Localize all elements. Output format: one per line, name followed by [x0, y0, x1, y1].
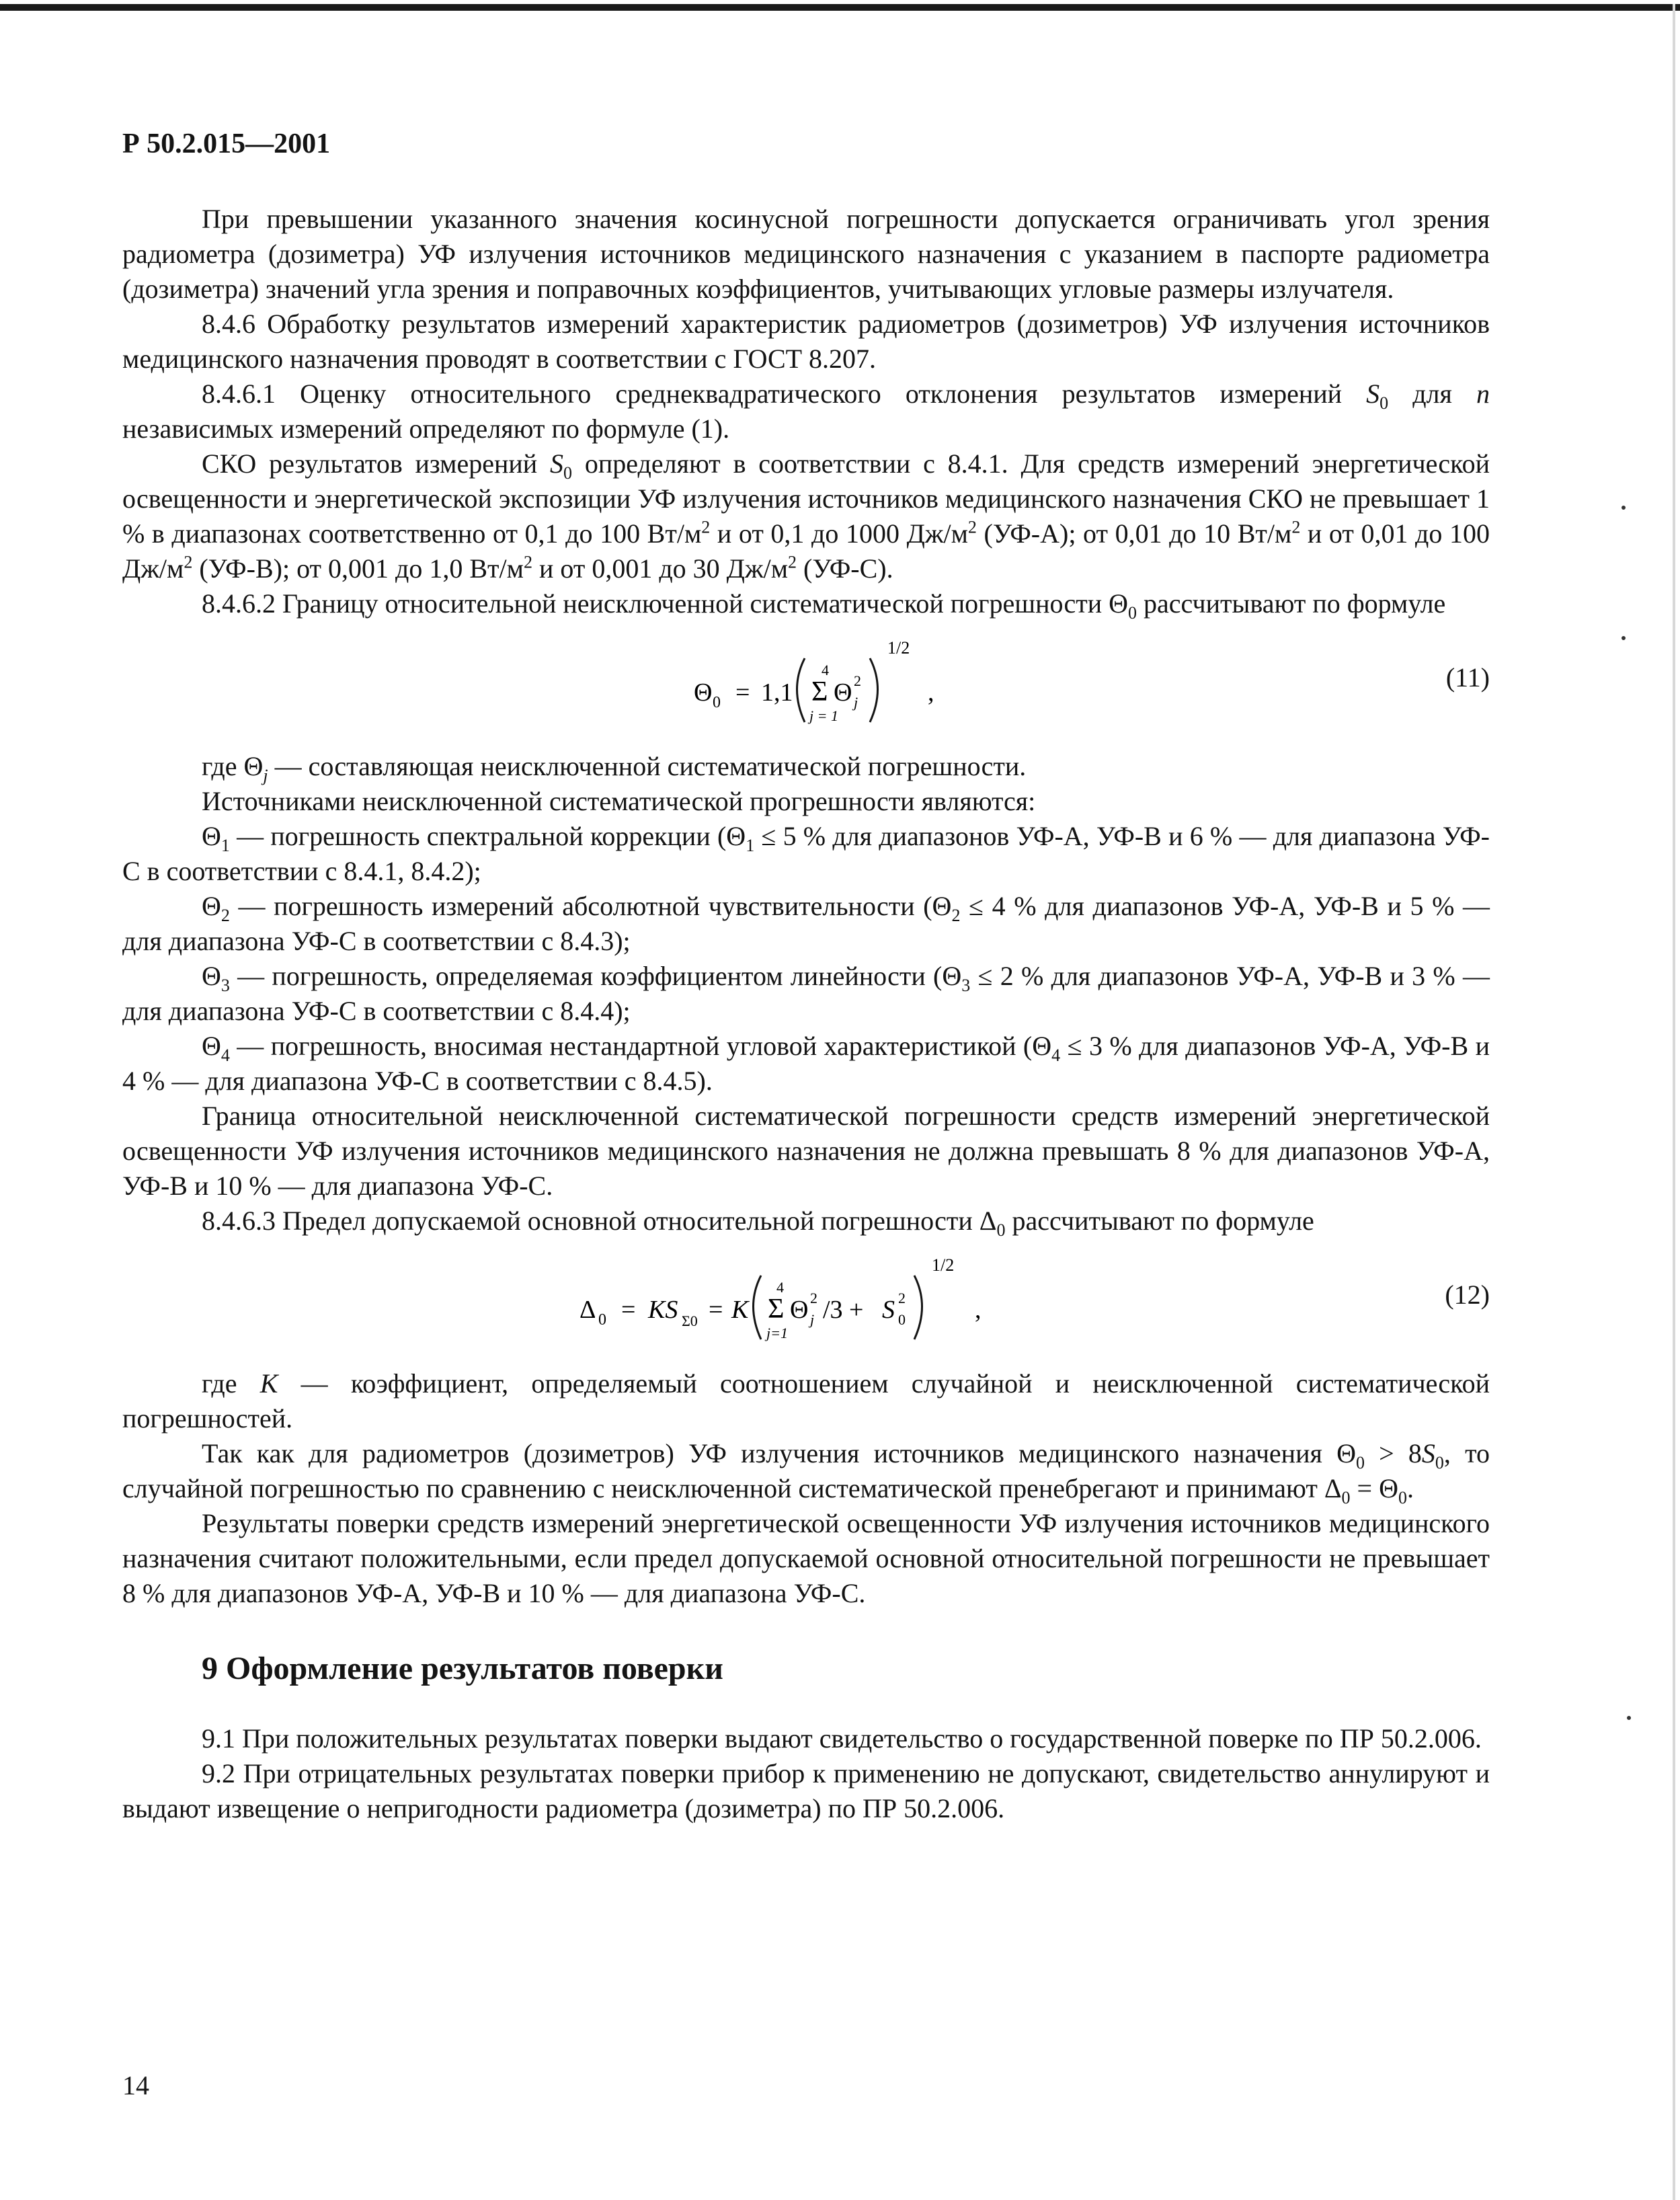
scan-speck	[1627, 1716, 1631, 1720]
top-border-rule	[0, 4, 1680, 11]
svg-text:1,1: 1,1	[761, 678, 793, 707]
svg-text:j: j	[854, 694, 858, 711]
paragraph-sources: Источниками неисключенной систематической прогрешности являются:	[202, 786, 1036, 816]
svg-text:4: 4	[822, 662, 829, 678]
svg-text:2: 2	[854, 672, 861, 689]
paragraph-theta-4: $\Theta_4$ — погрешность, вносимая нестандартной угловой характеристикой ($\Theta_4 \le 3$ % для диапазонов УФ-А, УФ-В и 4 % — для диапазона УФ-С в соответствии с 8.4.5).	[122, 1031, 1490, 1096]
paragraph-8-4-6: 8.4.6 Обработку результатов измерений характеристик радиометров (дозиметров) УФ излучения источников медицинского назначения проводят в соответствии с ГОСТ 8.207.	[122, 309, 1490, 374]
paragraph-k-coefficient: где K — коэффициент, определяемый соотношением случайной и неисключенной систематической погрешностей.	[122, 1368, 1490, 1433]
sum-sign: Σ	[811, 676, 828, 707]
svg-text:1/2: 1/2	[932, 1255, 955, 1275]
formula-12-graphic	[122, 1239, 1490, 1366]
svg-text:Θ: Θ	[834, 678, 852, 707]
page-number: 14	[122, 2070, 149, 2100]
section-heading-9: 9 Оформление результатов поверки	[202, 1651, 723, 1686]
svg-text:,: ,	[928, 678, 934, 707]
svg-text:Σ0: Σ0	[682, 1312, 698, 1329]
svg-text:0: 0	[598, 1311, 606, 1329]
svg-text:2: 2	[810, 1290, 817, 1306]
svg-text:S: S	[882, 1296, 895, 1324]
svg-text:Θ: Θ	[694, 678, 713, 707]
paragraph-8-4-6-2: 8.4.6.2 Границу относительной неисключенной систематической погрешности $\Theta_0$ рассчитывают по формуле	[202, 588, 1446, 623]
svg-text:KS: KS	[648, 1296, 678, 1324]
formula-11-right-paren	[870, 658, 878, 722]
svg-text:0: 0	[898, 1311, 906, 1328]
svg-text:2: 2	[898, 1290, 906, 1306]
sum-sign-2: Σ	[768, 1294, 785, 1325]
formula-11-number: (11)	[1445, 662, 1490, 693]
page-body	[122, 202, 1490, 1826]
scan-speck	[1622, 636, 1626, 640]
document-code: Р 50.2.015—2001	[122, 128, 331, 159]
formula-12-number: (12)	[1445, 1280, 1490, 1310]
svg-text:0: 0	[713, 694, 721, 711]
formula-12-right-paren	[914, 1275, 922, 1339]
svg-text:j = 1: j = 1	[809, 707, 838, 724]
formula-11-graphic	[122, 621, 1490, 749]
svg-text:4: 4	[776, 1279, 784, 1296]
paragraph-boundary: Граница относительной неисключенной систематической погрешности средств измерений энергетической освещенности УФ излучения источников медицинского назначения не должна превышать 8 % для диапазонов УФ-А, УФ-В и 10 % — для диапазона УФ-С.	[122, 1101, 1490, 1201]
svg-text:=: =	[709, 1296, 723, 1324]
svg-text:Δ: Δ	[579, 1296, 596, 1324]
svg-text:Θ: Θ	[790, 1296, 809, 1324]
paragraph-theta-1: $\Theta_1$ — погрешность спектральной коррекции ($\Theta_1 \le 5$ % для диапазонов УФ-А, УФ-В и 6 % — для диапазона УФ-С в соответствии с 8.4.1, 8.4.2);	[122, 821, 1490, 886]
paragraph-sko: СКО результатов измерений $S_0$ определяют в соответствии с 8.4.1. Для средств измерений энергетической освещенности и энергетической экспозиции УФ излучения источников медицинского назначения СКО не превышает 1 % в диапазонах соответственно от 0,1 до 100 $Вт/м^2$ и от 0,1 до 1000 $Дж/м^2$ (УФ-А); от 0,01 до 10 $Вт/м^2$ и от 0,01 до 100 $Дж/м^2$ (УФ-В); от 0,001 до 1,0 $Вт/м^2$ и от 0,001 до 30 $Дж/м^2$ (УФ-С).	[122, 448, 1490, 584]
paragraph-9-1: 9.1 При положительных результатах поверки выдают свидетельство о государственной поверке по ПР 50.2.006.	[202, 1723, 1482, 1754]
paragraph-results: Результаты поверки средств измерений энергетической освещенности УФ излучения источников медицинского назначения считают положительными, если предел допускаемой основной относительной погрешности не превышает 8 % для диапазонов УФ-А, УФ-В и 10 % — для диапазона УФ-С.	[122, 1508, 1490, 1608]
svg-text:j: j	[810, 1311, 815, 1328]
svg-text:K: K	[731, 1296, 749, 1324]
paragraph-neglect: Так как для радиометров (дозиметров) УФ излучения источников медицинского назначения $\Theta_0 > 8S_0$, то случайной погрешностью по сравнению с неисключенной систематической пренебрегают и принимают $\Delta_0 = \Theta_0$.	[122, 1438, 1490, 1507]
paragraph-8-4-6-3: 8.4.6.3 Предел допускаемой основной относительной погрешности $\Delta_0$ рассчитывают по формуле	[202, 1206, 1314, 1240]
right-border-rule	[1673, 4, 1675, 2200]
svg-text:=: =	[621, 1296, 636, 1324]
svg-text:1/2: 1/2	[887, 638, 910, 658]
formula-12	[122, 1239, 1490, 1366]
paragraph-viewing-angle: При превышении указанного значения косинусной погрешности допускается ограничивать угол зрения радиометра (дозиметра) УФ излучения источников медицинского назначения с указанием в паспорте радиометра (дозиметра) значений угла зрения и поправочных коэффициентов, учитывающих угловые размеры излучателя.	[122, 204, 1490, 304]
svg-text:/3 +: /3 +	[823, 1296, 864, 1324]
formula-11-left-paren	[797, 658, 805, 722]
formula-11	[122, 621, 1490, 749]
paragraph-theta-3: $\Theta_3$ — погрешность, определяемая коэффициентом линейности ($\Theta_3 \le 2$ % для диапазонов УФ-А, УФ-В и 3 % — для диапазона УФ-С в соответствии с 8.4.4);	[122, 961, 1490, 1026]
formula-12-left-paren	[754, 1275, 762, 1339]
svg-text:=: =	[735, 678, 750, 707]
paragraph-9-2: 9.2 При отрицательных результатах поверки прибор к применению не допускают, свидетельство аннулируют и выдают извещение о непригодности радиометра (дозиметра) по ПР 50.2.006.	[122, 1758, 1490, 1823]
paragraph-theta-2: $\Theta_2$ — погрешность измерений абсолютной чувствительности ($\Theta_2 \le 4$ % для диапазонов УФ-А, УФ-В и 5 % — для диапазона УФ-С в соответствии с 8.4.3);	[122, 891, 1490, 956]
scan-speck	[1622, 506, 1626, 510]
svg-text:j=1: j=1	[766, 1325, 788, 1341]
svg-text:,: ,	[975, 1296, 982, 1324]
paragraph-theta-j: где $\Theta_j$ — составляющая неисключенной систематической погрешности.	[202, 751, 1027, 785]
paragraph-8-4-6-1: 8.4.6.1 Оценку относительного среднеквадратического отклонения результатов измерений $S_0$ для n независимых измерений определяют по формуле (1).	[122, 379, 1490, 444]
